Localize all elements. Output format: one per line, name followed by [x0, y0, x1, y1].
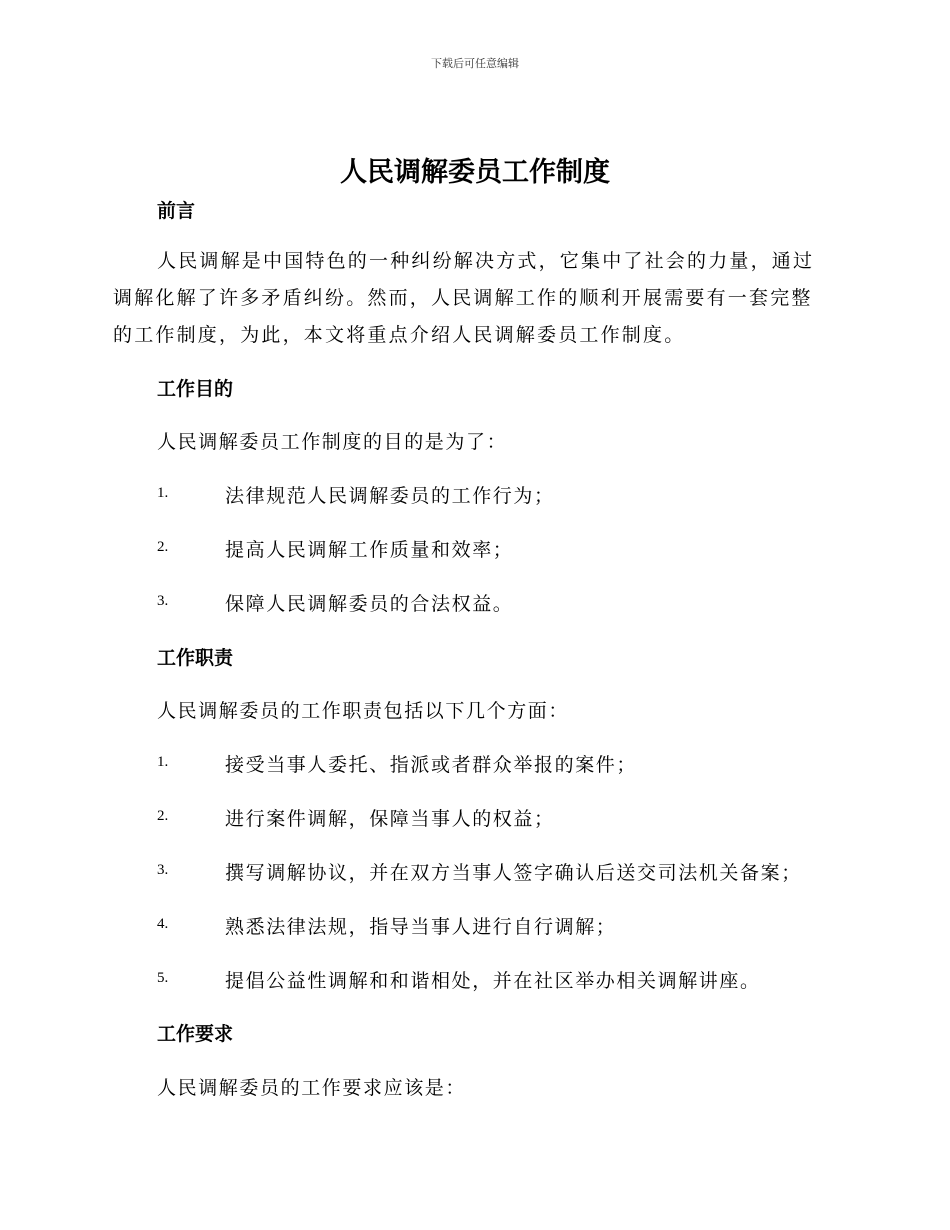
list-number: 1.: [157, 754, 169, 770]
section-heading-requirements: 工作要求: [157, 1023, 234, 1045]
list-number: 5.: [157, 970, 169, 986]
list-number: 2.: [157, 539, 169, 555]
list-text: 接受当事人委托、指派或者群众举报的案件；: [225, 754, 638, 776]
list-number: 2.: [157, 808, 169, 824]
document-title: 人民调解委员工作制度: [340, 157, 610, 188]
list-number: 3.: [157, 593, 169, 609]
preface-paragraph: 人民调解是中国特色的一种纠纷解决方式，它集中了社会的力量，通过调解化解了许多矛盾纠纷。然而，人民调解工作的顺利开展需要有一套完整的工作制度，为此，本文将重点介绍人民调解委员工作制度。: [113, 250, 815, 346]
list-number: 3.: [157, 862, 169, 878]
section-heading-preface: 前言: [157, 200, 196, 222]
section-heading-purpose: 工作目的: [157, 378, 234, 400]
header-note: 下载后可任意编辑: [431, 57, 519, 70]
list-text: 法律规范人民调解委员的工作行为；: [225, 485, 555, 507]
list-text: 撰写调解协议，并在双方当事人签字确认后送交司法机关备案；: [225, 862, 802, 884]
list-text: 进行案件调解，保障当事人的权益；: [225, 808, 555, 830]
section-heading-duties: 工作职责: [157, 647, 234, 669]
list-text: 熟悉法律法规，指导当事人进行自行调解；: [225, 916, 617, 938]
list-text: 保障人民调解委员的合法权益。: [225, 593, 514, 615]
requirements-intro: 人民调解委员的工作要求应该是：: [157, 1077, 467, 1099]
list-number: 1.: [157, 485, 169, 501]
list-number: 4.: [157, 916, 169, 932]
list-text: 提高人民调解工作质量和效率；: [225, 539, 514, 561]
purpose-intro: 人民调解委员工作制度的目的是为了：: [157, 431, 508, 453]
list-text: 提倡公益性调解和和谐相处，并在社区举办相关调解讲座。: [225, 970, 761, 992]
duties-intro: 人民调解委员的工作职责包括以下几个方面：: [157, 700, 570, 722]
